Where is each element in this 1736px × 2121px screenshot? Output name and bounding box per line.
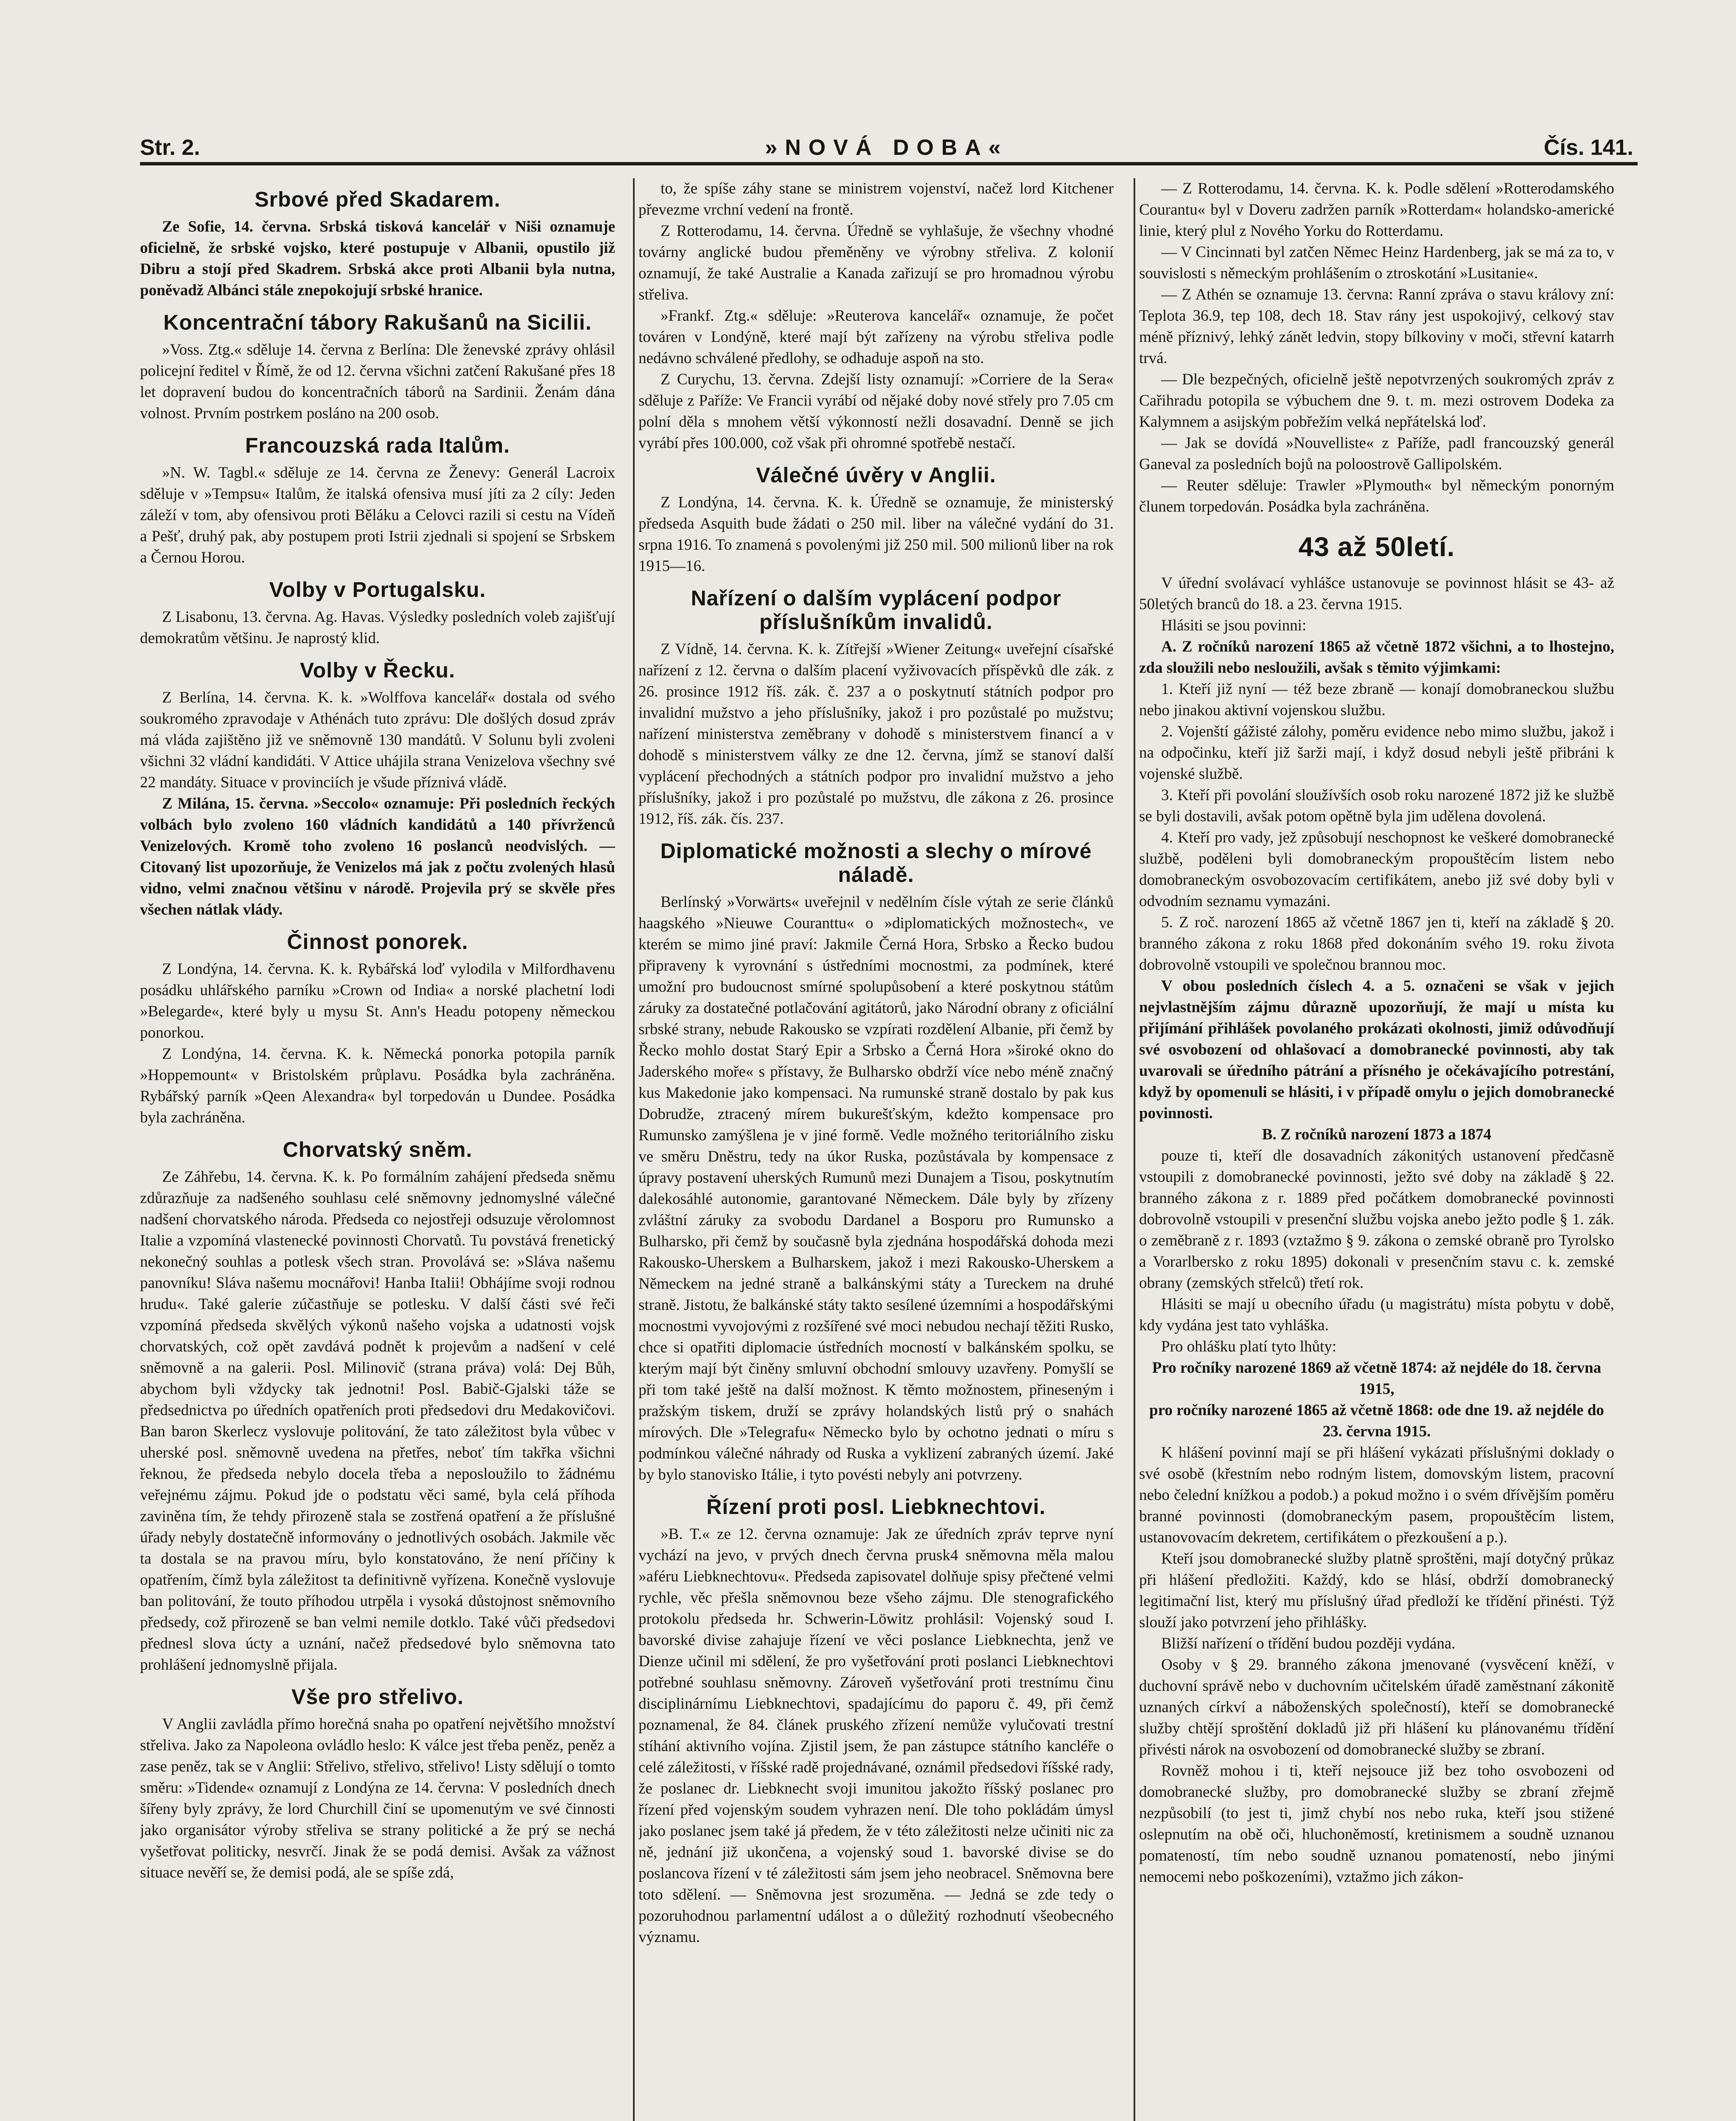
article-paragraph: Z Curychu, 13. června. Zdejší listy oznamují: »Corriere de la Sera« sděluje z Paříže: Ve Francii vyrábí od nějaké doby nové střely pro 7.05 cm polní děla s mnohem větší výkonností nežli dosavadní. Denně se jich vyrábí přes 100.000, což však při ohromné spotřebě nestačí. [638, 371, 1114, 452]
article-paragraph: Z Rotterodamu, 14. června. Úředně se vyhlašuje, že všechny vhodné továrny anglické budou přeměněny ve výrobny střeliva. Z kolonií oznamují, že také Australie a Kanada zařizují se pro hromadnou výrobu střeliva. [638, 222, 1114, 303]
article-paragraph: pro ročníky narozené 1865 až včetně 1868: ode dne 19. až nejdéle do 23. června 1915. [1149, 1401, 1604, 1440]
article-paragraph: — Z Athén se oznamuje 13. června: Ranní zpráva o stavu královy zní: Teplota 36.9, tep 108, dech 18. Stav rány jest uspokojivý, celkový stav méně příznivý, lehký zánět ledvin, stopy bílkoviny v moči, střevní katarrh trvá. [1139, 286, 1614, 367]
article-paragraph: — Reuter sděluje: Trawler »Plymouth« byl německým ponorným člunem torpedován. Posádka byla zachráněna. [1139, 477, 1614, 515]
newspaper-title: »NOVÁ DOBA« [765, 135, 1008, 160]
article-paragraph: 5. Z roč. narození 1865 až včetně 1867 jen ti, kteří na základě § 20. branného zákona z roku 1868 před dokonáním svého 19. roku života dobrovolně vstoupili ve společnou brannou moc. [1139, 913, 1614, 974]
article-headline: Činnost ponorek. [287, 930, 468, 954]
article-paragraph: Pro ročníky narozené 1869 až včetně 1874: až nejdéle do 18. června 1915, [1152, 1359, 1602, 1398]
article-headline: Řízení proti posl. Liebknechtovi. [706, 1495, 1046, 1519]
article-headline: 43 až 50letí. [1298, 532, 1455, 562]
article-headline: Koncentrační tábory Rakušanů na Sicilii. [163, 311, 592, 334]
article-paragraph: Z Londýna, 14. června. K. k. Rybářská loď vylodila v Milfordhavenu posádku uhlářského parníku »Crown od India« a norské plachetní lodi »Belegarde«, které byly u mysu St. Ann's Headu potopeny německou ponorkou. [140, 960, 615, 1041]
article-paragraph: 4. Kteří pro vady, jež způsobují neschopnost ke veškeré domobranecké službě, poděleni byli domobraneckým propouštěcím listem nebo domobraneckým osvobozovacím certifikátem, anebo již své doby byli v odvodním seznamu vymazáni. [1139, 828, 1614, 910]
article-paragraph: Rovněž mohou i ti, kteří nejsouce již bez toho osvobozeni od domobranecké služby, pro domobranecké služby se zbraní zřejmě nezpůsobilí (to jest ti, jimž chybí nos nebo ruka, kteří jsou stižené oslepnutím na obě oči, hluchoněmostí, kretinismem a soudně uznanou pomateností, tím nebo soudně uznanou pomateností, nebo jinými nemocemi nebo poškozeními), vztažmo jich zákon- [1139, 1762, 1614, 1886]
article-paragraph: Osoby v § 29. branného zákona jmenované (vysvěcení kněží, v duchovní správě nebo v duchovním učitelském úřadě zaměstnaní zákonitě uznaných církví a náboženských společností), kteří se domobranecké služby chtějí sproštění dokladů již při hlášení ku plánovanému třídění přivésti nárok na osvobození od domobranecké služby se zbraní. [1139, 1656, 1614, 1758]
article-headline: Válečné úvěry v Anglii. [756, 463, 996, 487]
article-headline: Nařízení o dalším vyplácení podpor příslušníkům invalidů. [691, 586, 1061, 634]
article-paragraph: 2. Vojenští gážisté zálohy, poměru evidence nebo mimo službu, jakož i na odpočinku, kteří již šarži mají, i když dosud nebyli ještě přibráni k vojenské službě. [1139, 722, 1614, 783]
article-paragraph: — V Cincinnati byl zatčen Němec Heinz Hardenberg, jak se má za to, v souvislosti s německým prohlášením o ztroskotání »Lusitanie«. [1139, 243, 1614, 282]
article-columns [140, 178, 1638, 2121]
article-headline: Chorvatský sněm. [283, 1138, 473, 1161]
article-paragraph: Z Lisabonu, 13. června. Ag. Havas. Výsledky posledních voleb zajišťují demokratům většinu. Je naprostý klid. [140, 608, 615, 647]
article-paragraph: Berlínský »Vorwärts« uveřejnil v nedělním čísle výtah ze serie článků haagského »Nieuwe Couranttu« o »diplomatických možnostech«, ve kterém se mimo jiné praví: Jakmile Černá Hora, Srbsko a Řecko budou připraveny k vyrovnání s ústředními mocnostmi, za podmínek, které umožní pro budoucnost smírné spolupůsobení a které poskytnou státům záruky za dostatečné potlačování agitátorů, jako Národní obrany z oficiální srbské strany, nebude Rakousko se vzpírati rozdělení Albanie, při čemž by Řecko mohlo dostat Starý Epir a Srbsko a Černá Hora »široké okno do Jaderského moře« s přístavy, že Bulharsko obdrží více nebo méně značný kus Makedonie jako kompensaci. Na rumunské straně dostalo by pak kus Dobrudže, ztracený mírem bukurešťským, kdežto kompensace pro Rumunsko zamýšlena je v jiné formě. Vedle možného teritoriálního zisku ve směru Dněstru, tedy na úkor Ruska, pozůstávala by kompensace z úpravy postavení uherských Rumunů mezi Dunajem a Tisou, poskytnutím dalekosáhlé autonomie, garantované Německem. Dále byly by zřízeny zvláštní záruky za svobodu Dardanel a Bosporu pro Rumunsko a Bulharsko, při čemž by současně byla zjednána hospodářská dohoda mezi Rakousko-Uherskem a Bulharskem, jakož i mezi Rakousko-Uherskem a Německem na jedné straně a balkánskými státy a Tureckem na druhé straně. Jistotu, že balkánské státy takto sesílené územními a hospodářskými mocnostmi vyvojovými z rozšířené své moci nebudou nechají těžiti Rusko, chce si opatřiti diplomacie ústředních mocností v balkánském spolku, se kterým mají být činěny smluvní obchodní smlouvy uzavřeny. Pomyšlí se při tom také ještě na další možnost. K těmto možnostem, přineseným i pražským tiskem, druží se zprávy holandských listů prý o snahách mírových. Dle »Telegrafu« Německo bylo by ochotno jednati o míru s podmínkou válečné náhrady od Ruska a vyklizení zabraných území. Jaké by bylo stanovisko Itálie, i tyto povésti nebyly ani potvrzeny. [638, 893, 1114, 1483]
article-paragraph: V Anglii zavládla přímo horečná snaha po opatření největšího množství střeliva. Jako za Napoleona ovládlo heslo: K válce jest třeba peněz, peněz a zase peněz, tak se v Anglii: Střelivo, střelivo, střelivo! Listy sdělují o tomto směru: »Tidende« oznamují z Londýna ze 14. června: V posledních dnech šířeny byly zprávy, že lord Churchill činí se upomenutým ve své činnosti jako organisátor výroby střeliva se strany politické a že prý se nechá vyšetřovat politicky, nesvrčí. Jinak že se podá demisi. Avšak za vážnost situace nevěří se, že demisi podá, ale se spíše zdá, [140, 1715, 615, 1881]
column-2 [638, 178, 1114, 2121]
article-paragraph: »Voss. Ztg.« sděluje 14. června z Berlína: Dle ženevské zprávy ohlásil policejní ředitel v Římě, že od 12. června všichni zatčení Rakušané přes 18 let dopravení budou do koncentračních táborů na Sardinii. Ženám dána volnost. Prvním postrkem posláno na 200 osob. [140, 341, 615, 422]
article-headline: Volby v Řecku. [300, 658, 455, 682]
article-paragraph: V úřední svolávací vyhlášce ustanovuje se povinnost hlásit se 43- až 50letých branců do 18. a 23. června 1915. [1139, 574, 1614, 613]
column-3 [1139, 178, 1614, 2121]
page-header [140, 127, 1633, 161]
article-paragraph: Hlásiti se jsou povinni: [1161, 616, 1307, 634]
article-paragraph: V obou posledních číslech 4. a 5. označeni se však v jejich nejvlastnějším zájmu důrazně upozorňují, že mají u místa ku přijímání přihlášek povolaného prokázati okolnosti, jimiž odůvodňují své osvobození od ohlašovací a domobranecké povinnosti, aby tak uvarovali se úředního pátrání a přísného je očekávajícího potrestání, když by opomenuli se hlásiti, i v případě omylu o jejich domobranecké povinnosti. [1139, 977, 1614, 1122]
article-paragraph: Hlásiti se mají u obecního úřadu (u magistrátu) místa pobytu v době, kdy vydána jest tato vyhláška. [1139, 1295, 1614, 1334]
article-paragraph: Z Milána, 15. června. »Seccolo« oznamuje: Při posledních řeckých volbách bylo zvoleno 160 vládních kandidátů a 140 přívrženců Venizelových. Kromě toho zvoleno 16 poslanců neodvislých. — Citovaný list upozorňuje, že Venizelos má jak z počtu zvolených hlasů vidno, velmi značnou většinu v národě. Projevila prý se skvěle přes všechen nátlak vlády. [140, 795, 615, 918]
header-rule [140, 162, 1638, 165]
article-headline: Diplomatické možnosti a slechy o mírové náladě. [660, 839, 1092, 887]
article-headline: Srbové před Skadarem. [255, 187, 501, 211]
article-paragraph: 1. Kteří již nyní — též beze zbraně — konají domobraneckou službu nebo jinakou aktivní vojenskou službu. [1139, 680, 1614, 719]
article-paragraph: — Dle bezpečných, oficielně ještě nepotvrzených soukromých zpráv z Cařihradu potopila se výbuchem dne 9. t. m. mezi ostrovem Dodeka za Kalymnem a asijským pobřežím velká nepřátelská loď. [1139, 371, 1614, 431]
article-headline: Vše pro střelivo. [291, 1685, 464, 1709]
article-paragraph: to, že spíše záhy stane se ministrem vojenství, načež lord Kitchener převezme vrchní vedení na frontě. [638, 180, 1114, 218]
article-paragraph: »B. T.« ze 12. června oznamuje: Jak ze úředních zpráv teprve nyní vychází na jevo, v prvých dnech června prusk4 sněmovna měla malou »aféru Liebknechtovu«. Předseda zapisovatel dolňuje spisy přečtené velmi rychle, věc přešla sněmovnou beze všeho zájmu. Dle stenografického protokolu předseda hr. Schwerin-Löwitz prohlásil: Vojenský soud I. bavorské divise zahajuje řízení ve věci poslance Liebknechta, jenž ve Dienze učinil mi sdělení, že pro vyšetřování proti poslanci Liebknechtovi potřebné souhlasu sněmovny. Zároveň vyšetřování proti trestnímu činu disciplinárnímu Liebknechtovi, spadajícímu do paporu č. 49, při čemž poznamenal, že 84. článek pruského zřízení nemůže vylučovati trestní stíhání aktivního vojína. Zjistil jsem, že pan zástupce státního kancléře o celé záležitosti, v říšské radě projednávané, oznámil předsedovi říšské rady, že poslanec dr. Liebknecht svoji imunitou jakožto říšský poslanec pro řízení před vojenským soudem vyhrazen není. Dle toho pokládám úmysl jako poslanec jsem také já předem, že v této záležitosti nelze učiniti nic za ně, jednání již ukončena, a vojenský soud 1. bavorské divise se do poslancova řízení v té záležitosti sám jsem jeho neobracel. Sněmovna bere toto sdělení. — Sněmovna jest srozuměna. — Jedná se zde tedy o pozoruhodnou parlamentní událost a o důležitý rozhodnutí všeobecného významu. [638, 1525, 1114, 1946]
article-paragraph: — Jak se dovídá »Nouvelliste« z Paříže, padl francouzský generál Ganeval za posledních bojů na poloostrově Gallipolském. [1139, 434, 1614, 473]
article-paragraph: 3. Kteří při povolání sloužívších osob roku narozené 1872 již ke službě se byli dostavili, avšak potom opětně byla jim udělena dovolená. [1139, 786, 1614, 825]
article-paragraph: Pro ohlášku platí tyto lhůty: [1161, 1338, 1337, 1355]
article-paragraph: Kteří jsou domobranecké služby platně sproštěni, mají dotyčný průkaz při hlášení předložiti. Každý, kdo se hlásí, obdrží domobranecký legitimační list, který mu příslušný úřad předloží ke třídění přinésti. Týž slouží jako potvrzení jeho přihlášky. [1139, 1550, 1614, 1631]
article-headline: Volby v Portugalsku. [269, 578, 486, 602]
article-paragraph: Z Londýna, 14. června. K. k. Německá ponorka potopila parník »Hoppemount« v Bristolském průplavu. Posádka byla zachráněna. Rybářský parník »Qeen Alexandra« byl torpedován u Dundee. Posádka byla zachráněna. [140, 1045, 615, 1126]
article-paragraph: A. Z ročníků narození 1865 až včetně 1872 všichni, a to lhostejno, zda sloužili nebo nesloužili, avšak s těmito výjimkami: [1139, 638, 1614, 677]
article-paragraph: B. Z ročníků narození 1873 a 1874 [1262, 1125, 1492, 1143]
article-paragraph: Ze Záhřebu, 14. června. K. k. Po formálním zahájení předseda sněmu zdůrazňuje za nadšeného souhlasu celé sněmovny jednomyslné válečné nadšení chorvatského národa. Předseda co nejostřeji odsuzuje věrolomnost Italie a vzpomíná vlastenecké povinnosti Chorvatů. Tu povstává frenetický nekonečný souhlas a potlesk všech stran. Provolává se: »Sláva našemu panovníku! Sláva našemu mocnářovi! Hanba Italii! Obhájíme svoji rodnou hrudu«. Také galerie zúčastňuje se potlesku. V další části své řeči vzpomíná předseda skvělých výkonů našeho vojska a udatnosti vojsk chorvatských, což opět zavdává podnět k projevům a nadšení v celé sněmovně a na galerii. Posl. Milinovič (strana práva) volá: Dej Bůh, abychom byli vždycky tak jednotni! Posl. Babič-Gjalski táže se předsednictva po úředních opatřeních proti předsedovi dru Medakovičovi. Ban baron Skerlecz vyslovuje politování, že tato záležitost byla vůbec v uherské posl. sněmovně uvedena na přetřes, neboť tím takřka všichni řeknou, že předseda nebylo docela třeba a neposloužilo to žádnému veřejnému zájmu. Pokud jde o podstatu věci samé, byla celá příhoda zaviněna tím, že tehdy přirozeně stala se zostřená opatření a že příslušné úřady nebyly dostatečně informovány o jednotlivých osobách. Jakmile věc ta dostala se na pravou míru, bylo konstatováno, že není příčiny k opatřením, čímž byla záležitost ta definitivně vyřízena. Konečně vyslovuje ban politování, že touto příhodou utrpěla i vysoká důstojnost sněmovního předsedy, což přirozeně se ban velmi nemile dotklo. Také vůči předsedovi přednesl slova úcty a uznání, načež předsedové bylo sněmovna tato prohlášení jednomyslně přijala. [140, 1168, 615, 1673]
page-number: Str. 2. [140, 135, 200, 160]
article-paragraph: Z Londýna, 14. června. K. k. Úředně se oznamuje, že ministerský předseda Asquith bude žádati o 250 mil. liber na válečné vydání do 31. srpna 1916. To znamená s povolenými již 250 mil. 500 milionů liber na rok 1915—16. [638, 494, 1114, 575]
article-paragraph: Z Berlína, 14. června. K. k. »Wolffova kancelář« dostala od svého soukromého zpravodaje v Athénách tuto zprávu: Dle došlých dosud zpráv má vláda zajištěno již ve sněmovně 130 mandátů. V Solunu byli zvoleni všichni 32 vládní kandidáti. V Attice uhájila strana Venizelova všechny své 22 mandáty. Situace v provinciích je všude příznivá vládě. [140, 689, 615, 791]
article-paragraph: Z Vídně, 14. června. K. k. Zítřejší »Wiener Zeitung« uveřejní císařské nařízení z 12. června o dalším placení vyživovacích příspěvků dle zák. z 26. prosince 1912 říš. zák. č. 237 a o poskytnutí státních podpor pro invalidní mužstvo a jeho příslušníky, jakož i pro pozůstalé po mužstvu; nařízení ministerstva zeměbrany v dohodě s ministerstvem financí a v dohodě s ministerstvem války ze dne 12. června, jímž se stanoví další vyplácení přechodných a státních podpor pro invalidní mužstvo a jeho příslušníky, jakož i pro pozůstalé po mužstvu, dle zákona z 26. prosince 1912, říš. zák. čís. 237. [638, 641, 1114, 828]
article-paragraph: Ze Sofie, 14. června. Srbská tisková kancelář v Niši oznamuje oficielně, že srbské vojsko, které postupuje v Albanii, opustilo již Dibru a stojí před Skadrem. Srbská akce proti Albanii byla nutna, poněvadž Albánci stále znepokojují srbské hranice. [140, 218, 615, 299]
article-headline: Francouzská rada Italům. [245, 434, 510, 457]
article-paragraph: »N. W. Tagbl.« sděluje ze 14. června ze Ženevy: Generál Lacroix sděluje v »Tempsu« Italům, že italská ofensiva musí jíti za 2 cíly: Jeden záleží v tom, aby ofensivou proti Běláku a Celovci razili si cestu na Vídeň a Pešť, druhý pak, aby postupem proti Istrii zjednali si spojení se Srbskem a Černou Horou. [140, 464, 615, 566]
issue-number: Čís. 141. [1543, 135, 1633, 160]
article-paragraph: Bližší nařízení o třídění budou později vydána. [1161, 1634, 1456, 1652]
article-paragraph: »Frankf. Ztg.« sděluje: »Reuterova kancelář« oznamuje, že počet továren v Londýně, které mají být zařízeny na výrobu střeliva podle nedávno schválené předlohy, se odhaduje aspoň na sto. [638, 307, 1114, 367]
article-paragraph: K hlášení povinní mají se při hlášení vykázati příslušnými doklady o své osobě (křestním nebo rodným listem, domovským listem, pracovní nebo čelední knížkou a podob.) a pokud možno i o svém dřívějším poměru branné povinnosti (domobraneckým pasem, propouštěcím listem, ustanovovacím dekretem, certifikátem o přezkoušení a p.). [1139, 1444, 1614, 1546]
article-paragraph: — Z Rotterodamu, 14. června. K. k. Podle sdělení »Rotterodamského Courantu« byl v Doveru zadržen parník »Rotterdam« holandsko-americké linie, který plul z Nového Yorku do Rotterdamu. [1139, 180, 1614, 240]
column-1 [140, 178, 615, 2121]
article-paragraph: pouze ti, kteří dle dosavadních zákonitých ustanovení předčasně vstoupili z domobranecké povinnosti, ježto své doby na základě § 22. branného zákona z r. 1889 před počátkem domobranecké povinnosti dobrovolně vstoupili v presenční službu vojska anebo ježto podle § 1. zák. o zeměbraně z r. 1893 (vztažmo § 9. zákona o zemské obraně pro Tyrolsko a Vorarlbersko z roku 1895) dokonali v presenčním stavu c. k. zemské obrany (zemských střelců) třetí rok. [1139, 1147, 1614, 1292]
